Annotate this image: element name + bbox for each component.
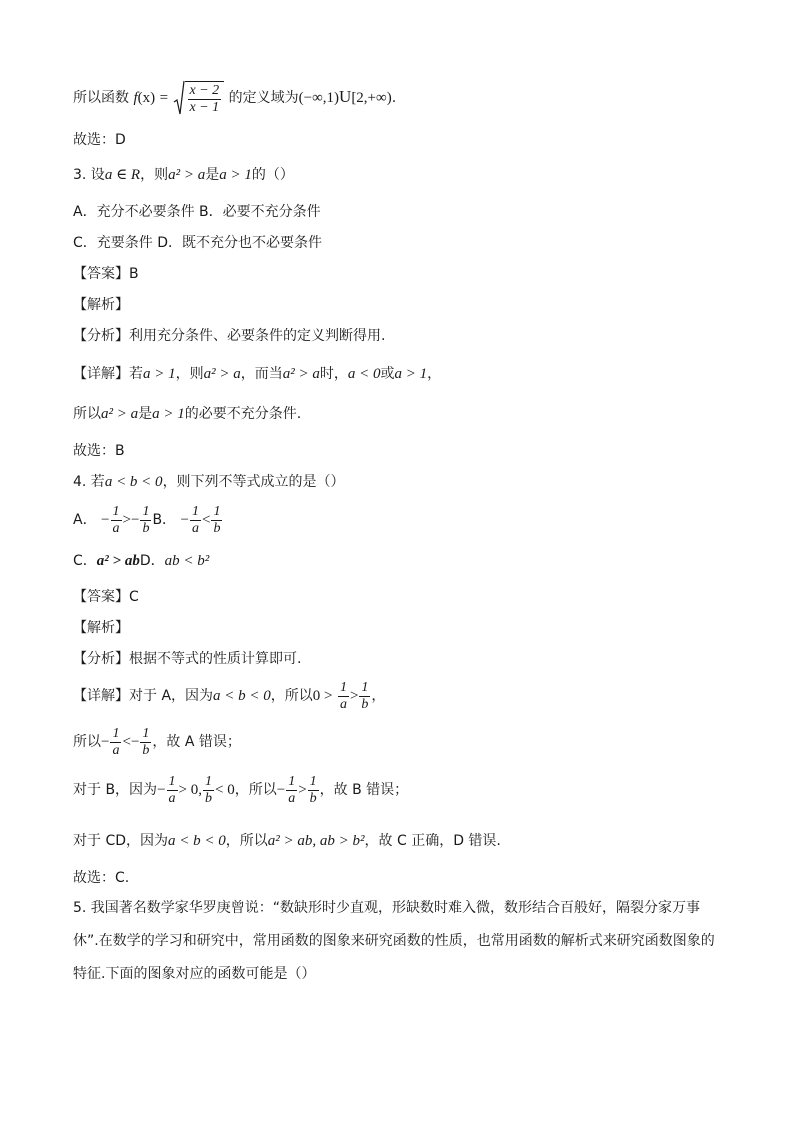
- q4-answer: 【答案】C: [73, 589, 139, 605]
- q4-detail-a2: 所以− $\frac{1}{a}$ <− $\frac{1}{b}$ ，故 A 错误；: [73, 725, 241, 758]
- q3-analysis-heading: 【解析】: [73, 297, 129, 313]
- q3-options-cd: C．充要条件 D．既不充分也不必要条件: [73, 235, 323, 251]
- text: 是: [205, 167, 220, 183]
- question-4: 4. 若a < b < 0，则下列不等式成立的是（）: [73, 474, 345, 490]
- math-f: f: [133, 90, 138, 106]
- math-eq: =: [159, 90, 169, 106]
- math: a > 1: [219, 167, 252, 183]
- sqrt-expression: [173, 80, 225, 116]
- math: a ∈ R: [104, 167, 141, 183]
- q4-detail-a: 【详解】对于 A，因为a < b < 0，所以0 > $\frac{1}{a}$ > $\frac{1}{b}$ ，: [73, 679, 386, 712]
- text: 的（）: [251, 167, 294, 183]
- question-3: [73, 165, 294, 185]
- q4-analysis: 【分析】根据不等式的性质计算即可.: [73, 651, 302, 667]
- math-x: (x): [137, 90, 156, 106]
- q4-analysis-heading: 【解析】: [73, 620, 129, 636]
- q4-detail-b: 对于 B，因为− $\frac{1}{a}$ > 0, $\frac{1}{b}$ < 0，所以− $\frac{1}{a}$ > $\frac{1}{b}$ ，故 B 错误；: [73, 773, 409, 806]
- domain-conclusion: [73, 80, 396, 116]
- frac-num: x − 2: [189, 82, 220, 98]
- q3-analysis: 【分析】利用充分条件、必要条件的定义判断得用.: [73, 328, 386, 344]
- frac-den: x − 1: [189, 99, 220, 115]
- q4-select: 故选：C.: [73, 870, 130, 886]
- q4-detail-cd: 对于 CD，因为a < b < 0，所以a² > ab, ab > b²，故 C 正确，D 错误.: [73, 833, 501, 849]
- question-5: 5. 我国著名数学家华罗庚曾说：“数缺形时少直观，形缺数时难入微，数形结合百般好，隔裂分家万事休”.在数学的学习和研究中，常用函数的图象来研究函数的性质，也常用函数的解析式来研究函数图象的特征.下面的图象对应的函数可能是（）: [73, 900, 715, 982]
- answer-line: 故选：D: [73, 132, 126, 148]
- text: 的定义域为: [228, 90, 299, 106]
- math: a² > a: [168, 167, 206, 183]
- text: 所以函数: [73, 90, 129, 106]
- math-domain2: [2,+∞): [351, 90, 392, 106]
- math-union: U: [339, 87, 352, 106]
- q3-select: 故选：B: [73, 443, 125, 459]
- q3-answer: 【答案】B: [73, 266, 139, 282]
- radical-sign-icon: [173, 80, 185, 116]
- q4-options-cd: C．a² > abD．ab < b²: [73, 553, 210, 569]
- q3-detail: 【详解】若a > 1，则a² > a，而当a² > a时，a < 0或a > 1，: [73, 366, 442, 382]
- text: .: [391, 90, 397, 106]
- q3-conclusion: 所以a² > a是a > 1的必要不充分条件.: [73, 406, 302, 422]
- text: 3. 设: [73, 167, 105, 183]
- q4-options-ab: A． − $\frac{1}{a}$ >− $\frac{1}{b}$ B． − $\frac{1}{a}$ < $\frac{1}{b}$: [73, 503, 221, 536]
- q3-options-ab: A．充分不必要条件 B．必要不充分条件: [73, 204, 321, 220]
- text: ，则: [140, 167, 169, 183]
- math-domain: (−∞,1): [298, 90, 340, 106]
